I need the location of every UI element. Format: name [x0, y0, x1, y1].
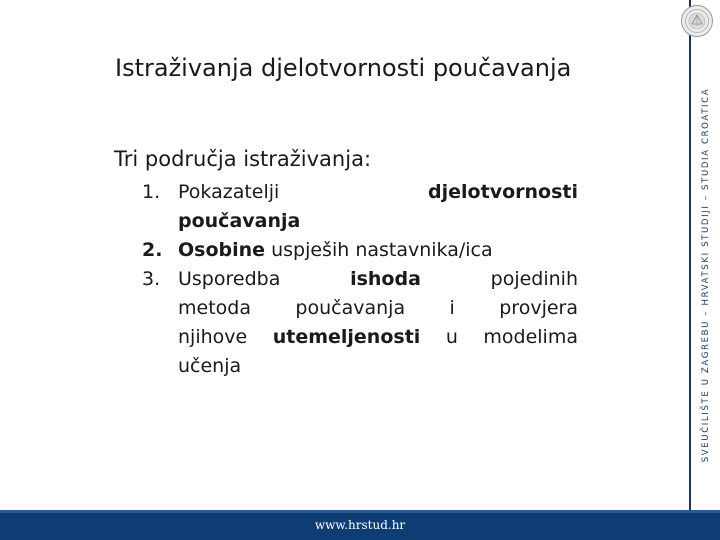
- item-word: u: [445, 326, 458, 348]
- item-word: modelima: [483, 326, 578, 348]
- item-line: učenja: [178, 355, 242, 377]
- item-number: 1.: [142, 181, 161, 203]
- footer-stripe: [0, 510, 720, 513]
- page-title: Istraživanja djelotvornosti poučavanja: [115, 54, 572, 82]
- item-word: poučavanja: [295, 297, 406, 319]
- item-line: poučavanja: [178, 210, 301, 232]
- item-word: i: [449, 297, 455, 319]
- institution-vertical-text: SVEUČILIŠTE U ZAGREBU – HRVATSKI STUDIJI – STUDIA CROATICA: [701, 87, 711, 463]
- footer-url[interactable]: www.hrstud.hr: [314, 518, 406, 532]
- numbered-list: [142, 178, 578, 381]
- item-word: pojedinih: [490, 268, 578, 290]
- item-word-bold: ishoda: [350, 268, 421, 290]
- item-word-bold: djelotvornosti: [428, 181, 578, 203]
- item-number: 2.: [142, 239, 163, 261]
- item-word-bold: Osobine: [178, 239, 266, 261]
- list-item: [142, 236, 578, 265]
- item-word-bold: utemeljenosti: [272, 326, 421, 348]
- list-item: [142, 265, 578, 381]
- university-seal-icon: [680, 4, 714, 38]
- item-word: Usporedba: [178, 268, 281, 290]
- list-item: [142, 178, 578, 236]
- side-rule: [689, 0, 691, 510]
- subtitle: Tri područja istraživanja:: [114, 147, 372, 171]
- item-line: [178, 236, 578, 265]
- item-line: [178, 265, 578, 294]
- item-line: [178, 323, 578, 352]
- item-line: [178, 294, 578, 323]
- item-line: [178, 178, 578, 207]
- item-word: njihove: [178, 326, 248, 348]
- item-word: provjera: [499, 297, 578, 319]
- item-number: 3.: [142, 268, 161, 290]
- item-text: uspješih nastavnika/ica: [265, 239, 493, 261]
- item-word: Pokazatelji: [178, 181, 280, 203]
- item-word: metoda: [178, 297, 251, 319]
